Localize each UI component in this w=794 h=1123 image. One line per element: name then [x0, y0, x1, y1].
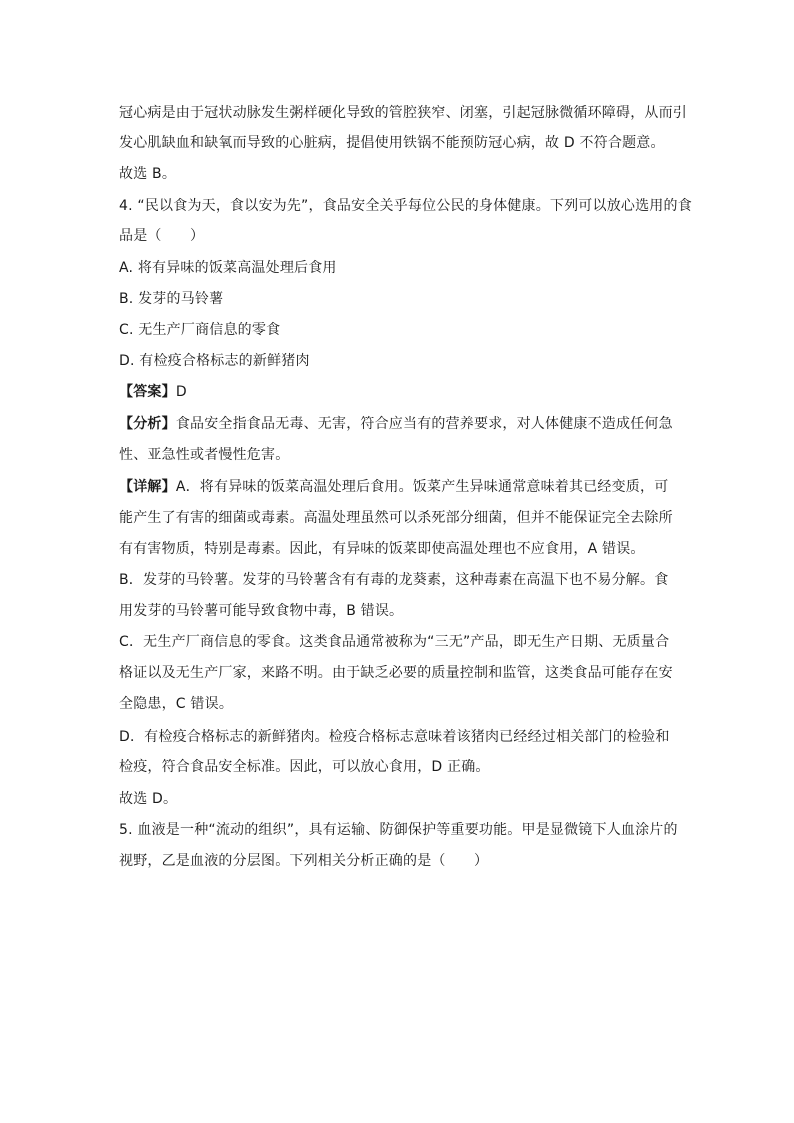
detail-line: D．有检疫合格标志的新鲜猪肉。检疫合格标志意味着该猪肉已经经过相关部门的检验和 — [119, 729, 670, 745]
detail-line: 能产生了有害的细菌或毒素。高温处理虽然可以杀死部分细菌，但并不能保证完全去除所 — [119, 510, 673, 526]
paragraph-line: 冠心病是由于冠状动脉发生粥样硬化导致的管腔狭窄、闭塞，引起冠脉微循环障碍，从而引 — [119, 105, 687, 121]
detail-line: 全隐患，C 错误。 — [119, 696, 234, 712]
question-5-stem: 5. 血液是一种“流动的组织”，具有运输、防御保护等重要功能。甲是显微镜下人血涂片的 — [119, 822, 678, 838]
question-4-option-c: C. 无生产厂商信息的零食 — [119, 322, 281, 338]
detail-line: 有有害物质，特别是毒素。因此，有异味的饭菜即使高温处理也不应食用，A 错误。 — [119, 541, 645, 557]
detail-line — [119, 477, 668, 497]
question-5-stem: 视野，乙是血液的分层图。下列相关分析正确的是（ ） — [119, 853, 489, 869]
analysis-text: 食品安全指食品无毒、无害，符合应当有的营养要求，对人体健康不造成任何急 — [175, 416, 673, 432]
paragraph-line: 发心肌缺血和缺氧而导致的心脏病，提倡使用铁锅不能预防冠心病，故 D 不符合题意。 — [119, 135, 665, 151]
answer-value: D — [175, 384, 187, 400]
question-4-option-a: A. 将有异味的饭菜高温处理后食用 — [119, 260, 337, 276]
detail-line: 检疫，符合食品安全标准。因此，可以放心食用，D 正确。 — [119, 759, 490, 775]
question-4-stem: 品是（ ） — [119, 228, 205, 244]
question-4-option-b: B. 发芽的马铃薯 — [119, 291, 224, 307]
analysis-line: 性、亚急性或者慢性危害。 — [119, 447, 290, 463]
detail-line: 用发芽的马铃薯可能导致食物中毒，B 错误。 — [119, 603, 404, 619]
answer-tag: 【答案】 — [119, 384, 176, 400]
detail-line: 格证以及无生产厂家，来路不明。由于缺乏必要的质量控制和监管，这类食品可能存在安 — [119, 665, 673, 681]
question-4-option-d: D. 有检疫合格标志的新鲜猪肉 — [119, 353, 310, 369]
detail-tag: 【详解】 — [119, 479, 176, 495]
detail-text: A．将有异味的饭菜高温处理后食用。饭菜产生异味通常意味着其已经变质，可 — [175, 479, 669, 495]
detail-line: C．无生产厂商信息的零食。这类食品通常被称为“三无”产品，即无生产日期、无质量合 — [119, 634, 670, 650]
question-4-stem: 4. “民以食为天，食以安为先”，食品安全关乎每位公民的身体健康。下列可以放心选用的食 — [119, 198, 692, 214]
choice-conclusion: 故选 D。 — [119, 791, 178, 807]
detail-line: B．发芽的马铃薯。发芽的马铃薯含有有毒的龙葵素，这种毒素在高温下也不易分解。食 — [119, 572, 669, 588]
analysis-tag: 【分析】 — [119, 416, 176, 432]
choice-conclusion: 故选 B。 — [119, 166, 177, 182]
analysis-line — [119, 414, 673, 434]
answer-line — [119, 382, 187, 402]
